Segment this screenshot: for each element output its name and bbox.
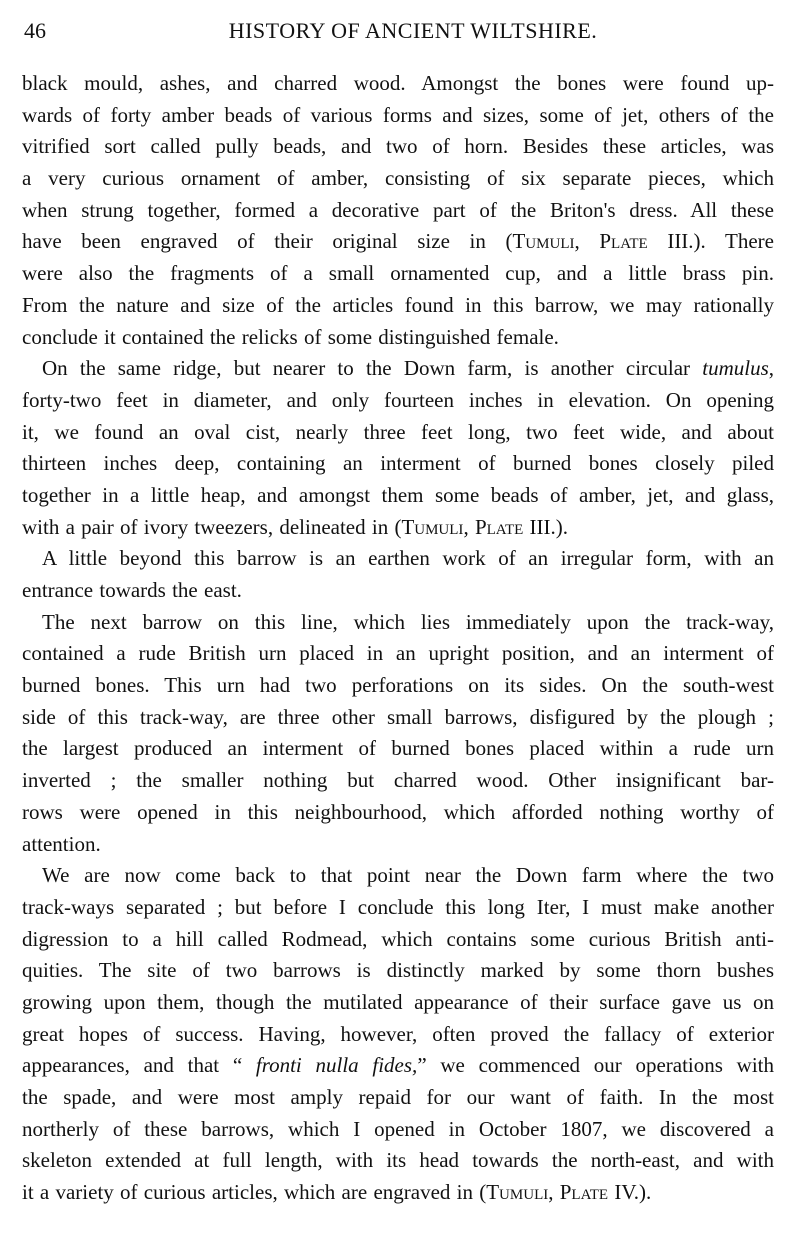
text-line [22,607,774,639]
text-segment: track-ways separated ; but before I conclude this long Iter, I must make another [22,894,774,919]
text-line [22,702,774,734]
text-segment: , [463,514,475,539]
text-line [22,100,774,132]
text-segment: side of this track-way, are three other small barrows, disfigured by the plough ; [22,704,774,729]
text-line [22,860,774,892]
small-caps-text: Plate [474,514,524,539]
text-segment: when strung together, formed a decorative part of the Briton's dress. All these [22,197,774,222]
text-segment: northerly of these barrows, which I opened in October 1807, we discovered a [22,1116,774,1141]
text-line [22,68,774,100]
text-line [22,385,774,417]
page-number: 46 [24,18,46,43]
italic-text: fronti nulla fides, [255,1053,418,1078]
text-line [22,195,774,227]
text-segment: From the nature and size of the articles found in this barrow, we may rationally [22,292,774,317]
small-caps-text: Tumuli [512,229,575,254]
text-line [22,417,774,449]
text-line [22,543,774,575]
text-segment: black mould, ashes, and charred wood. Amongst the bones were found up- [22,71,774,95]
text-segment: We are now come back to that point near the Down farm where the two [42,863,774,888]
text-line [22,797,774,829]
text-segment: it a variety of curious articles, which are engraved in ( [22,1180,487,1205]
text-segment: A little beyond this barrow is an earthen work of an irregular form, with an [42,546,774,571]
text-line [22,1145,774,1177]
text-segment: the largest produced an interment of burned bones placed within a rude urn [22,736,774,761]
small-caps-text: Plate [559,1180,609,1205]
text-line [22,290,774,322]
small-caps-text: Tumuli [401,514,464,539]
text-segment: forty-two feet in diameter, and only fourteen inches in elevation. On opening [22,387,774,412]
small-caps-text: Plate [599,229,648,254]
text-line [22,670,774,702]
text-segment: On the same ridge, but nearer to the Down farm, is another circular [42,356,703,381]
small-caps-text: Tumuli [486,1180,549,1205]
text-line [22,638,774,670]
text-segment: were also the fragments of a small ornamented cup, and a little brass pin. [22,261,774,286]
text-line [22,163,774,195]
text-segment: it, we found an oval cist, nearly three feet long, two feet wide, and about [22,419,774,444]
text-segment: together in a little heap, and amongst them some beads of amber, jet, and glass, [22,482,774,507]
text-line [22,1177,774,1209]
italic-text: tumulus [702,356,769,381]
text-line [22,1114,774,1146]
text-line [22,924,774,956]
text-segment: conclude it contained the relicks of some distinguished female. [22,324,559,349]
text-line [22,480,774,512]
text-segment: burned bones. This urn had two perforations on its sides. On the south-west [22,673,774,698]
text-line [22,322,774,354]
text-segment: ” we commenced our operations with [417,1053,774,1078]
text-segment: contained a rude British urn placed in an upright position, and an interment of [22,641,774,666]
text-segment: have been engraved of their original size in ( [22,229,513,254]
text-segment: attention. [22,831,101,856]
text-line [22,448,774,480]
text-line [22,829,774,861]
text-segment: entrance towards the east. [22,578,242,602]
text-segment: , [574,229,600,254]
body-text [22,68,774,1209]
text-segment: growing upon them, though the mutilated appearance of their surface gave us on [22,989,774,1014]
text-segment: The next barrow on this line, which lies immediately upon the track-way, [42,609,774,634]
text-line [22,1050,774,1082]
text-line [22,765,774,797]
text-segment: the spade, and were most amply repaid for our want of faith. In the most [22,1085,774,1109]
text-line [22,512,774,544]
text-line [22,955,774,987]
text-segment: inverted ; the smaller nothing but charred wood. Other insignificant bar- [22,768,774,793]
text-line [22,131,774,163]
text-segment: quities. The site of two barrows is distinctly marked by some thorn bushes [22,958,774,983]
text-segment: digression to a hill called Rodmead, which contains some curious British anti- [22,926,774,951]
text-segment: wards of forty amber beads of various forms and sizes, some of jet, others of the [22,102,774,127]
text-line [22,1082,774,1114]
text-line [22,258,774,290]
running-title: HISTORY OF ANCIENT WILTSHIRE. [228,18,598,43]
text-segment: skeleton extended at full length, with its head towards the north-east, and with [22,1148,774,1173]
text-line [22,892,774,924]
text-line [22,733,774,765]
text-segment: with a pair of ivory tweezers, delineated in ( [22,514,402,539]
text-segment: thirteen inches deep, containing an interment of burned bones closely piled [22,451,774,476]
text-segment: great hopes of success. Having, however, often proved the fallacy of exterior [22,1021,774,1046]
text-segment: a very curious ornament of amber, consisting of six separate pieces, which [22,166,774,191]
text-segment: IV.). [608,1180,652,1205]
text-line [22,1019,774,1051]
text-segment: , [548,1180,560,1205]
text-line [22,226,774,258]
text-segment: vitrified sort called pully beads, and two of horn. Besides these articles, was [22,134,774,159]
text-line [22,353,774,385]
text-segment: , [768,356,774,381]
text-segment: III.). There [647,229,775,254]
text-line [22,575,774,607]
text-segment: III.). [523,514,569,539]
text-segment: rows were opened in this neighbourhood, which afforded nothing worthy of [22,799,774,824]
running-header [22,18,774,48]
text-line [22,987,774,1019]
text-segment: appearances, and that “ [22,1053,256,1078]
